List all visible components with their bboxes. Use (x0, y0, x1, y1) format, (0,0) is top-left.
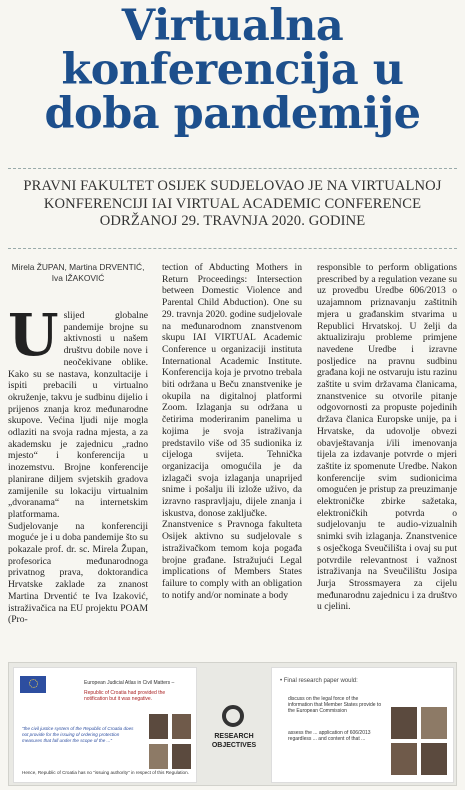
research-objectives-label (201, 733, 267, 750)
participant-video (148, 743, 169, 770)
headline-line-3: doba pandemije (44, 89, 421, 139)
paragraph-4: Znanstvenice s Pravnoga fakulteta Osijek aktivno su sudjelovale s istraživačkom temom koja pogađa brojne građane. Istražujući Legal implications of Members States failure to comply with an obligation to notify and/or nominate a body (162, 519, 302, 601)
paragraph-2: Sudjelovanje na konferenciji moguće je i u doba pandemije što su pokazale prof. dr. sc. Mirela Župan, profesorica međunarodnoga privatnog prava, doktorandica Hrvatske zaklade za znanost Martina Drventić te Iva Izaković, istraživačica na EU projektu POAM (Pro- (8, 520, 148, 626)
participant-video (171, 743, 192, 770)
slide-right-bullet-1: discuss on the legal force of the information that Member States provide to the European Commission (288, 696, 382, 714)
subheadline: PRAVNI FAKULTET OSIJEK SUDJELOVAO JE NA VIRTUALNOJ KONFERENCIJI IAI VIRTUAL ACADEMIC CONFERENCE ODRŽANOJ 29. TRAVNJA 2020. GODINE (23, 178, 442, 229)
slide-left-footer: Hence, Republic of Croatia has no "issuing authority" in respect of this Regulation. (22, 770, 189, 775)
conference-screenshot-photo (8, 662, 457, 786)
participant-video (420, 742, 448, 776)
paragraph-1-text: slijed globalne pandemije brojne su aktivnosti u našem društvu dobile nove i neočekivane oblike. Kako su se nastava, konzultacije i ispiti prebacili u virtualno okruženje, takvu je sudbinu dijelio i prijenos znanja kroz međunarodne skupove. Većina ljudi nije mogla odlaziti na svoja radna mjesta, a za akademsku je zajednicu „radno mjesto“ i konferencija u inozemstvu. Brojne konferencije planirane diljem svjetskih gradova zamijenile su lokaciju virtualnim „dvoranama“ na internetskim platformama. (8, 310, 148, 520)
slide-left-quote: "the civil justice system of the Republic of Croatia does not provide for the issuing of ordering protection measures that fall under the scope of the ..." (22, 726, 134, 743)
objectives-label: OBJECTIVES (211, 741, 257, 749)
headline (0, 1, 465, 139)
byline (8, 262, 148, 284)
participant-video (390, 706, 418, 740)
slide-left-bullet-2: Republic of Croatia had provided the notification but it was negative. (84, 690, 166, 702)
paragraph-1 (8, 301, 148, 521)
column-2 (162, 262, 302, 601)
byline-line-2: Iva IŽAKOVIĆ (51, 273, 105, 283)
slide-left-bullet-1: European Judicial Atlas in Civil Matters – (84, 680, 175, 686)
top-rule (8, 168, 457, 169)
paragraph-5: responsible to perform obligations prescribed by a regulation vezane su uz provedbu Uredbe 606/2013 o uzajamnom priznavanju zaštitnih mjera u građanskim stvarima u Republici Hrvatskoj. U želji da aktualiziraju probleme primjene navedene Uredbe i izravne posljedice na pravnu sudbinu građana koji ne ostvaruju istu razinu zaštite u svim državama članicama, znanstvenice su otvorile pitanje odgovornosti za propuste pojedinih država članica Europske unije, pa i Hrvatske, da udovolje obvezi obavještavanja i/ili imenovanja tijela za izdavanje potvrde o mjeri zaštite iz spomenute Uredbe. Nakon konferencije svim sudionicima omogućen je pristup za preuzimanje elektroničke zbirke sažetaka, elektroničkih potvrda o sudjelovanju te audio-vizualnih snimki svih izlaganja. Znanstvenice s osječkoga Sveučilišta i ovaj su put potvrdile relevantnost i važnost istraživanja na Sveučilištu Josipa Jurja Strossmayera za cijelu međunarodnu zajednicu i za društvo u cjelini. (317, 262, 457, 613)
slide-left (13, 667, 197, 783)
column-1 (8, 262, 148, 626)
slide-right-title: • Final research paper would: (280, 678, 358, 684)
video-participants-left (148, 713, 194, 773)
drop-cap: U (8, 301, 59, 369)
slide-right (271, 667, 454, 783)
participant-video (420, 706, 448, 740)
participant-video (390, 742, 418, 776)
byline-line-1: Mirela ŽUPAN, Martina DRVENTIĆ, (11, 262, 145, 272)
research-objectives-panel (201, 667, 267, 783)
headline-line-2: konferencija u (61, 45, 404, 95)
headline-line-1: Virtualna (121, 1, 344, 51)
research-label: RESEARCH (214, 733, 254, 740)
gear-icon (222, 705, 244, 727)
participant-video (148, 713, 169, 740)
paragraph-3: tection of Abducting Mothers in Return Proceedings: Intersection between Domestic Violence and Parental Child Abduction). One su 29. travnja 2020. godine sudjelovale na međunarodnom znanstvenom skupu IAI VIRTUAL Academic Conference u organizaciji instituta International Academic Institute. Konferencija koja je prvotno trebala biti održana u Beču znanstvenike je okupila na digitalnoj platformi Zoom. Izlaganja su održana u četirima moderiranim panelima u kojima je svoja istraživanja predstavilo više od 35 sudionika iz cijeloga svijeta. Tehnička organizacija omogućila je da izlagači svoja izlaganja unaprijed snime i pošalju ili izlože uživo, da izravno raspravljaju, dijele znanja i iskustva, donose zaključke. (162, 262, 302, 519)
video-participants-right (390, 706, 450, 778)
bottom-rule (8, 248, 457, 249)
slide-right-bullet-2: assess the ... application of 606/2013 regardless ... and content of that ... (288, 730, 371, 742)
eu-flag-icon (20, 676, 46, 693)
participant-video (171, 713, 192, 740)
column-3 (317, 262, 457, 613)
